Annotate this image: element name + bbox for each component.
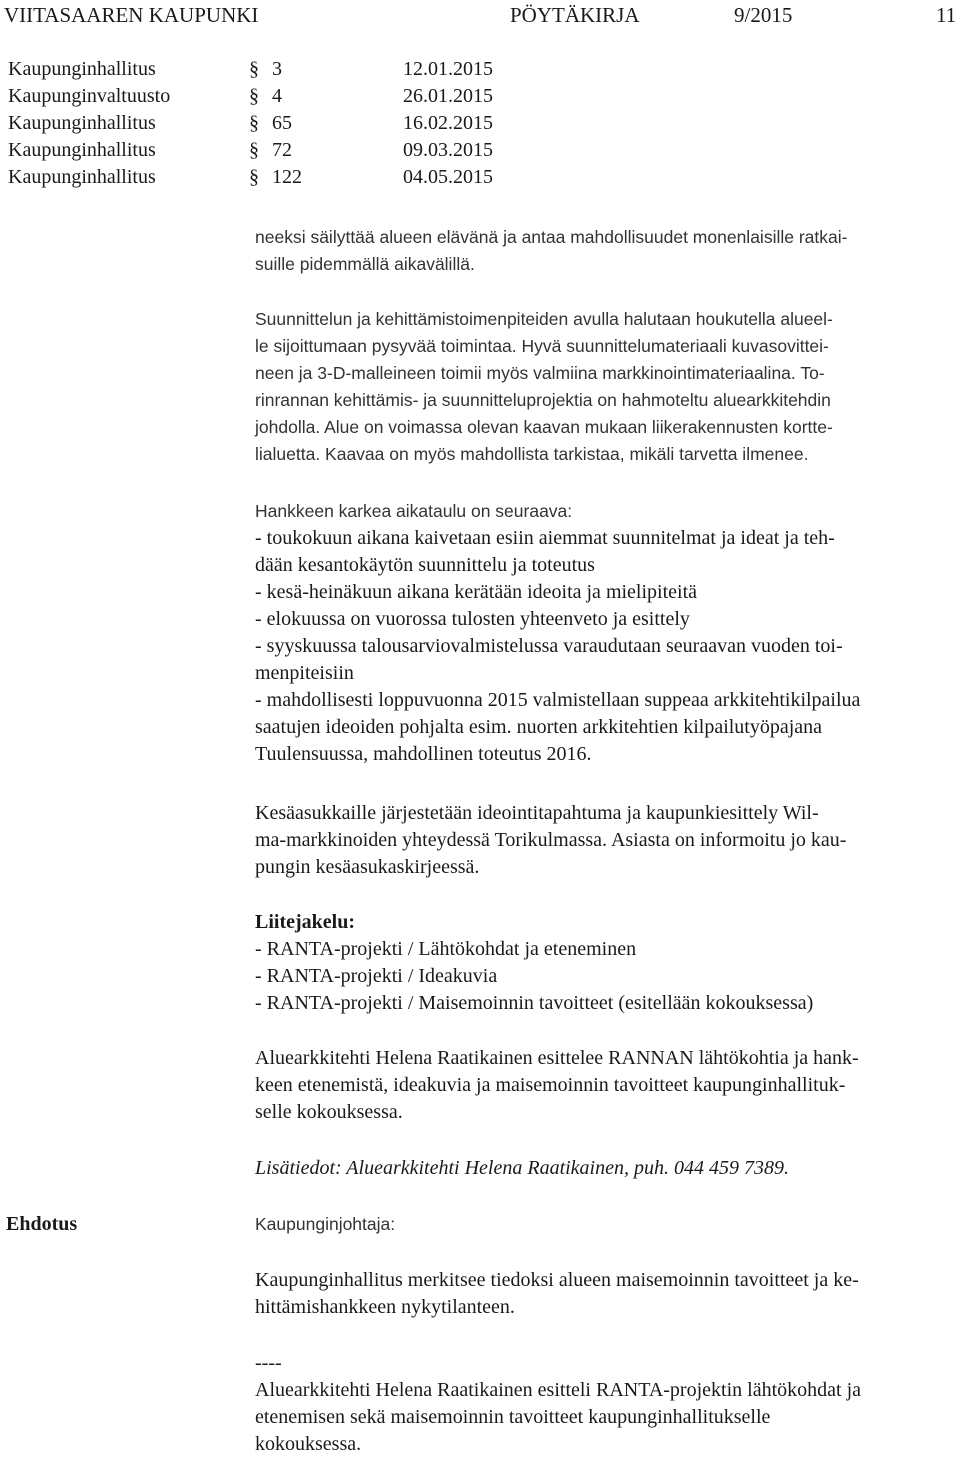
section-number: 122 <box>272 166 302 188</box>
text-line: ma-markkinoiden yhteydessä Torikulmassa. Asiasta on informoitu jo kau- <box>255 829 847 851</box>
schedule-item: dään kesantokäytön suunnittelu ja toteutus <box>255 554 595 576</box>
section-sign: § <box>249 112 259 134</box>
presenter-line: Kaupunginjohtaja: <box>255 1214 396 1234</box>
schedule-item: saatujen ideoiden pohjalta esim. nuorten arkkitehtien kilpailutyöpajana <box>255 716 823 738</box>
paragraph-presentation <box>255 1045 955 1126</box>
meeting-row <box>8 137 648 164</box>
schedule-intro: Hankkeen karkea aikataulu on seuraava: <box>255 501 573 521</box>
document-number: 9/2015 <box>734 3 793 27</box>
text-line: neen ja 3-D-malleineen toimii myös valmiina markkinointimateriaalina. To- <box>255 363 825 383</box>
text-line: Suunnittelun ja kehittämistoimenpiteiden avulla halutaan houkutella alueel- <box>255 309 833 329</box>
text-line: lialuetta. Kaavaa on myös mahdollista tarkistaa, mikäli tarvetta ilmenee. <box>255 444 809 464</box>
schedule-paragraph <box>255 498 955 768</box>
schedule-item: menpiteisiin <box>255 662 354 684</box>
meeting-date: 12.01.2015 <box>403 58 493 80</box>
text-line: Aluearkkitehti Helena Raatikainen esitteli RANTA-projektin lähtökohdat ja <box>255 1379 861 1401</box>
meeting-body: Kaupunginhallitus <box>8 166 156 188</box>
text-line: kokouksessa. <box>255 1433 362 1455</box>
attachment-item: - RANTA-projekti / Lähtökohdat ja eteneminen <box>255 938 637 960</box>
page-number: 11 <box>936 3 957 27</box>
section-number: 3 <box>272 58 282 80</box>
text-line: Aluearkkitehti Helena Raatikainen esittelee RANNAN lähtökohtia ja hank- <box>255 1047 859 1069</box>
meeting-body: Kaupunginhallitus <box>8 112 156 134</box>
meeting-table <box>8 56 648 191</box>
attachments-heading: Liitejakelu: <box>255 911 355 933</box>
proposal-presenter <box>255 1211 955 1238</box>
text-line: neeksi säilyttää alueen elävänä ja antaa mahdollisuudet monenlaisille ratkai- <box>255 227 848 247</box>
meeting-row <box>8 164 648 191</box>
organization-name: VIITASAAREN KAUPUNKI <box>4 3 259 27</box>
schedule-item: - kesä-heinäkuun aikana kerätään ideoita ja mielipiteitä <box>255 581 698 603</box>
paragraph-summer-residents <box>255 800 955 881</box>
text-line: keen etenemistä, ideakuvia ja maisemoinnin tavoitteet kaupunginhallituk- <box>255 1074 846 1096</box>
text-line: johdolla. Alue on voimassa olevan kaavan mukaan liikerakennusten kortte- <box>255 417 833 437</box>
text-line: rinrannan kehittämis- ja suunnitteluprojektia on hahmoteltu aluearkkitehdin <box>255 390 831 410</box>
section-number: 65 <box>272 112 292 134</box>
schedule-item: - elokuussa on vuorossa tulosten yhteenveto ja esittely <box>255 608 690 630</box>
proposal-text <box>255 1267 955 1321</box>
attachment-item: - RANTA-projekti / Maisemoinnin tavoitteet (esitellään kokouksessa) <box>255 992 814 1014</box>
schedule-item: - mahdollisesti loppuvuonna 2015 valmistellaan suppeaa arkkitehtikilpailua <box>255 689 861 711</box>
separator: ---- <box>255 1352 282 1374</box>
text-line: pungin kesäasukaskirjeessä. <box>255 856 480 878</box>
meeting-row <box>8 56 648 83</box>
meeting-row <box>8 110 648 137</box>
meeting-body: Kaupunginhallitus <box>8 139 156 161</box>
meeting-body: Kaupunginvaltuusto <box>8 85 171 107</box>
section-sign: § <box>249 139 259 161</box>
attachment-item: - RANTA-projekti / Ideakuvia <box>255 965 498 987</box>
text-line: hittämishankkeen nykytilanteen. <box>255 1296 515 1318</box>
text-line: selle kokouksessa. <box>255 1101 403 1123</box>
document-type: PÖYTÄKIRJA <box>510 3 640 27</box>
meeting-date: 26.01.2015 <box>403 85 493 107</box>
section-number: 4 <box>272 85 282 107</box>
paragraph-continuation <box>255 224 955 278</box>
meeting-date: 16.02.2015 <box>403 112 493 134</box>
meeting-date: 09.03.2015 <box>403 139 493 161</box>
paragraph-development <box>255 306 955 468</box>
text-line: etenemisen sekä maisemoinnin tavoitteet kaupunginhallitukselle <box>255 1406 771 1428</box>
contact-line: Lisätiedot: Aluearkkitehti Helena Raatikainen, puh. 044 459 7389. <box>255 1157 789 1179</box>
schedule-item: - syyskuussa talousarviovalmistelussa varaudutaan seuraavan vuoden toi- <box>255 635 843 657</box>
proposal-label: Ehdotus <box>6 1213 78 1235</box>
attachments-section <box>255 909 955 1017</box>
section-sign: § <box>249 85 259 107</box>
text-line: Kaupunginhallitus merkitsee tiedoksi alueen maisemoinnin tavoitteet ja ke- <box>255 1269 859 1291</box>
decision-note <box>255 1350 955 1458</box>
section-number: 72 <box>272 139 292 161</box>
schedule-item: - toukokuun aikana kaivetaan esiin aiemmat suunnitelmat ja ideat ja teh- <box>255 527 835 549</box>
meeting-body: Kaupunginhallitus <box>8 58 156 80</box>
section-sign: § <box>249 166 259 188</box>
text-line: suille pidemmällä aikavälillä. <box>255 254 475 274</box>
contact-info <box>255 1155 955 1182</box>
text-line: le sijoittumaan pysyvää toimintaa. Hyvä suunnittelumateriaali kuvasovittei- <box>255 336 829 356</box>
section-sign: § <box>249 58 259 80</box>
schedule-item: Tuulensuussa, mahdollinen toteutus 2016. <box>255 743 592 765</box>
meeting-row <box>8 83 648 110</box>
meeting-date: 04.05.2015 <box>403 166 493 188</box>
text-line: Kesäasukkaille järjestetään ideointitapahtuma ja kaupunkiesittely Wil- <box>255 802 819 824</box>
